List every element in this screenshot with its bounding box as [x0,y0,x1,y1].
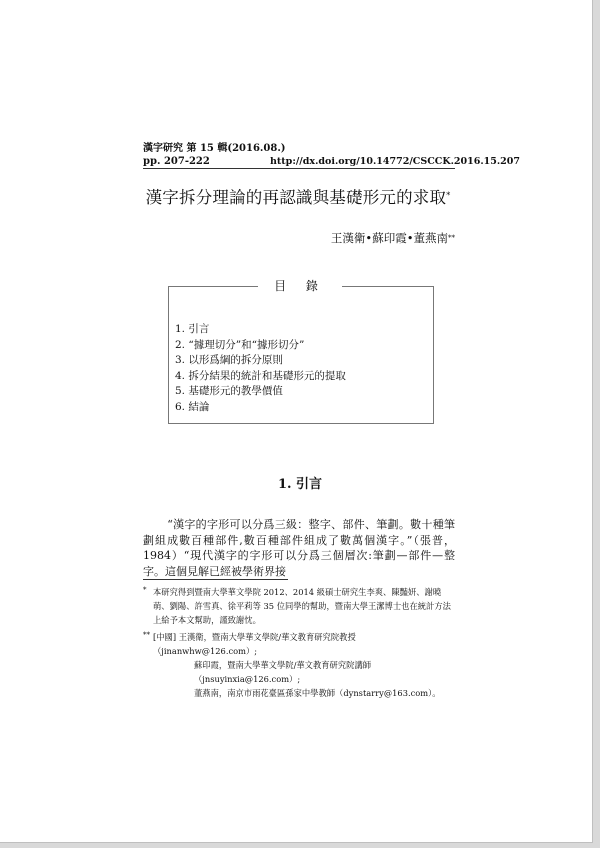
author-footnote-mark: ** [448,234,455,242]
toc-item-3: 3. 以形爲綱的拆分原則 [175,354,283,366]
author-names: 王漢衛•蘇印霞•董燕南 [330,231,448,245]
footnote-mark-2: ** [143,631,150,639]
author-line [300,230,455,246]
doi-link[interactable]: http://dx.doi.org/10.14772/CSCCK.2016.15.207 [270,156,520,167]
toc-item-2: 2. “據理切分”和“據形切分” [175,338,305,351]
footnote-text-2 [153,630,453,700]
paper-title [140,186,456,210]
introduction-paragraph: “漢字的字形可以分爲三級：整字、部件、筆劃。數十種筆劃組成數百種部件,數百種部件組成了數萬個漢字。”（張普，1984）“現代漢字的字形可以分爲三個層次:筆劃—部件—整字。這個見解已經被學術界接 [143,518,455,578]
toc-title: 目 錄 [258,278,342,294]
affiliation-line-3: 董燕南，南京市雨花臺區孫家中學教師（dynstarry@163.com）。 [194,688,441,698]
section-heading-introduction: 1. 引言 [277,477,323,492]
footnote-author-affiliations [143,630,458,700]
title-footnote-mark: * [446,191,451,200]
toc-item-5: 5. 基礎形元的教學價值 [175,385,283,397]
header-rule [143,168,455,169]
affiliation-line-2: 蘇印霞，暨南大學華文學院/華文教育研究院講師（jnsuyinxia@126.com）; [194,660,372,684]
toc-item-6: 6. 結論 [175,400,210,413]
page-range: pp. 207-222 [143,156,210,167]
footnote-acknowledgement [143,585,458,627]
footnote-text-1: 本研究得到暨南大學華文學院 2012、2014 級碩士研究生李爽、陳豔妍、謝曉萌、劉陽、許雪真、徐平莉等 35 位同學的幫助，暨南大學王潔博士也在統計方法上給予本文幫助，謹致謝忱。 [153,587,451,625]
footnote-rule [143,579,288,580]
toc-list [175,322,425,415]
toc-item-1: 1. 引言 [175,323,210,335]
journal-header: 漢字研究 第 15 輯(2016.08.) [143,143,286,154]
title-text: 漢字拆分理論的再認識與基礎形元的求取 [145,188,447,207]
affiliation-line-1: [中國] 王漢衛，暨南大學華文學院/華文教育研究院教授（jinanwhw@126.com）; [153,632,356,656]
toc-item-4: 4. 拆分結果的統計和基礎形元的提取 [175,369,346,382]
footnote-mark-1: * [143,586,147,594]
